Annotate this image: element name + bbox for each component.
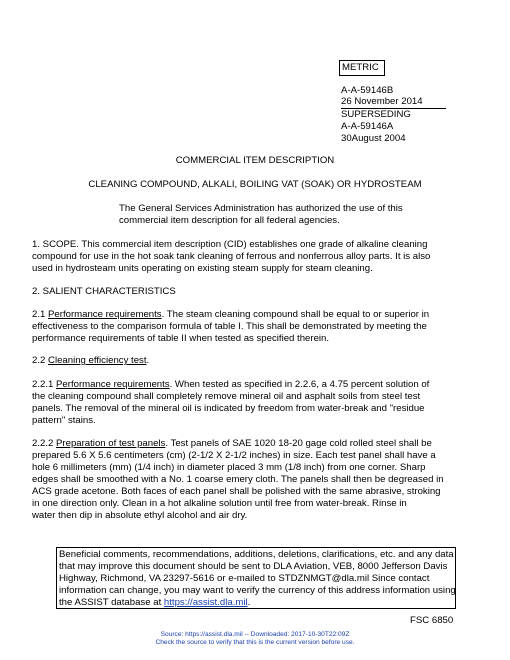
section-2-1-heading: Performance requirements — [48, 309, 162, 320]
comments-box — [56, 547, 456, 609]
comments-line-5 — [59, 597, 453, 609]
section-2-2-line — [32, 355, 149, 367]
section-2-2-heading: Cleaning efficiency test — [48, 355, 147, 366]
scope-line-3: used in hydrosteam units operating on existing steam supply for steam cleaning. — [32, 263, 373, 274]
section-2-2-2-line-5: ACS grade acetone. Both faces of each panel shall be polished with the same abrasive, stroking — [32, 486, 441, 497]
section-2-1-number: 2.1 — [32, 309, 49, 320]
section-2-1-line-1 — [32, 309, 429, 321]
section-2-2-number: 2.2 — [32, 355, 49, 366]
section-2-2-2-line-6: in one direction only. Clean in a hot alkaline solution until free from water-break. Rinse in — [32, 498, 407, 509]
assist-link[interactable]: https://assist.dla.mil — [163, 597, 248, 608]
document-subtitle: CLEANING COMPOUND, ALKALI, BOILING VAT (SOAK) OR HYDROSTEAM — [88, 179, 422, 190]
section-2-2-1-line-2: the cleaning compound shall completely remove mineral oil and asphalt soils from steel test — [32, 391, 421, 402]
source-line-1: Source: https://assist.dla.mil -- Downloaded: 2017-10-30T22:09Z — [160, 631, 350, 638]
scope-line-1: 1. SCOPE. This commercial item description (CID) establishes one grade of alkaline cleaning — [32, 239, 428, 250]
section-2-1-line-3: performance requirements of table II when tested as specified therein. — [32, 333, 330, 344]
section-2-2-2-line-7: water then dip in absolute ethyl alcohol and air dry. — [32, 510, 248, 521]
gsa-authorization-line-2: commercial item description for all federal agencies. — [119, 215, 340, 226]
comments-line-1: Beneficial comments, recommendations, additions, deletions, clarifications, etc. and any data — [59, 549, 454, 560]
section-2-2-1-line-1 — [32, 379, 429, 391]
document-id: A-A-59146B — [341, 85, 394, 96]
section-2-2-2-line-1 — [32, 438, 432, 450]
section-2-2-1-line-3: panels. The removal of the mineral oil is indicated by freedom from water-break and "residue — [32, 403, 425, 414]
section-2-2-2-line-2: prepared 5.6 X 5.6 centimeters (cm) (2-1/2 X 2-1/2 inches) in size. Each test panel shall have a — [32, 450, 436, 461]
document-title: COMMERCIAL ITEM DESCRIPTION — [175, 155, 335, 166]
section-2-2-1-number: 2.2.1 — [32, 379, 57, 390]
superseding-label: SUPERSEDING — [341, 109, 411, 120]
fsc-code: FSC 6850 — [410, 615, 454, 626]
section-2-2-2-text: . Test panels of SAE 1020 18-20 gage cold rolled steel shall be — [165, 438, 432, 449]
section-2-heading: 2. SALIENT CHARACTERISTICS — [32, 286, 176, 297]
gsa-authorization-line-1: The General Services Administration has authorized the use of this — [119, 203, 403, 214]
scope-line-2: compound for use in the hot soak tank cleaning of ferrous and nonferrous alloy parts. It is also — [32, 251, 431, 262]
document-date: 26 November 2014 — [341, 96, 423, 107]
section-2-2-1-text: . When tested as specified in 2.2.6, a 4.75 percent solution of — [169, 379, 430, 390]
section-2-2-tail: . — [146, 355, 150, 366]
section-2-2-2-heading: Preparation of test panels — [56, 438, 166, 449]
metric-label: METRIC — [339, 60, 385, 76]
superseded-document-date: 30August 2004 — [341, 133, 406, 144]
section-2-1-text: . The steam cleaning compound shall be equal to or superior in — [161, 309, 430, 320]
comments-line-2: that may improve this document should be sent to DLA Aviation, VEB, 8000 Jefferson Davis — [59, 561, 448, 572]
comments-last-suffix: . — [247, 597, 251, 608]
section-2-2-2-line-3: hole 6 millimeters (mm) (1/4 inch) in diameter placed 3 mm (1/8 inch) from one corner. Sharp — [32, 462, 426, 473]
section-2-2-2-line-4: edges shall be smoothed with a No. 1 coarse emery cloth. The panels shall then be degreased in — [32, 474, 444, 485]
section-2-2-2-number: 2.2.2 — [32, 438, 57, 449]
section-2-2-1-heading: Performance requirements — [56, 379, 170, 390]
source-line-2: Check the source to verify that this is the current version before use. — [155, 639, 355, 646]
section-2-2-1-line-4: pattern" stains. — [32, 415, 96, 426]
section-2-1-line-2: effectiveness to the comparison formula of table I. This shall be demonstrated by meeting the — [32, 321, 427, 332]
superseded-document-id: A-A-59146A — [341, 121, 394, 132]
comments-last-prefix: the ASSIST database at — [59, 597, 164, 608]
comments-line-3: Highway, Richmond, VA 23297-5616 or e-mailed to STDZNMGT@dla.mil Since contact — [59, 573, 430, 584]
comments-line-4: information can change, you may want to verify the currency of this address information using — [59, 585, 456, 596]
